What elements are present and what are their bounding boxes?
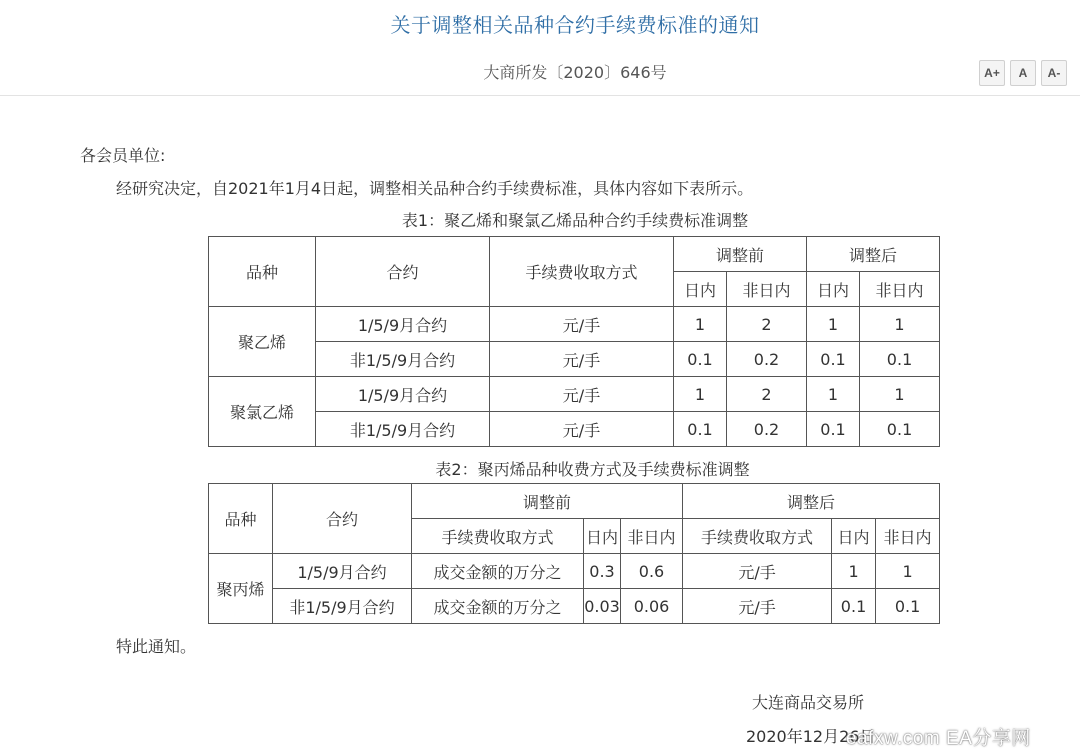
contract-cell: 1/5/9月合约 (316, 377, 490, 412)
table-row (209, 377, 940, 412)
variety-cell: 聚乙烯 (209, 307, 316, 377)
header-before: 调整前 (674, 237, 807, 272)
value-cell: 0.03 (584, 589, 621, 624)
page-title: 关于调整相关品种合约手续费标准的通知 (390, 13, 760, 37)
header-before-intraday: 日内 (674, 272, 727, 307)
table1-caption: 表1：聚乙烯和聚氯乙烯品种合约手续费标准调整 (401, 211, 749, 230)
value-cell: 0.1 (876, 589, 940, 624)
header-after-fee-method: 手续费收取方式 (683, 519, 832, 554)
header-after-intraday: 日内 (807, 272, 860, 307)
contract-cell: 非1/5/9月合约 (316, 412, 490, 447)
value-cell: 1 (860, 307, 940, 342)
header-after-non-intraday: 非日内 (876, 519, 940, 554)
watermark: eafxw.com EA分享网 (846, 728, 1031, 749)
font-reset-button[interactable]: A (1010, 60, 1036, 86)
contract-cell: 1/5/9月合约 (273, 554, 412, 589)
value-cell: 1 (832, 554, 876, 589)
value-cell: 1 (674, 377, 727, 412)
value-cell: 1 (807, 307, 860, 342)
contract-cell: 非1/5/9月合约 (316, 342, 490, 377)
salutation: 各会员单位: (80, 146, 166, 165)
value-cell: 0.2 (727, 342, 807, 377)
issuing-organization: 大连商品交易所 (752, 693, 865, 712)
intro-paragraph: 经研究决定，自2021年1月4日起，调整相关品种合约手续费标准，具体内容如下表所示。 (116, 179, 754, 198)
font-increase-button[interactable]: A+ (979, 60, 1005, 86)
value-cell: 0.3 (584, 554, 621, 589)
value-cell: 0.1 (860, 412, 940, 447)
method-cell: 成交金额的万分之 (412, 589, 584, 624)
header-before-non-intraday: 非日内 (727, 272, 807, 307)
document-number: 大商所发〔2020〕646号 (483, 63, 667, 82)
value-cell: 0.1 (807, 342, 860, 377)
table-row (209, 342, 940, 377)
value-cell: 0.1 (860, 342, 940, 377)
font-decrease-button[interactable]: A- (1041, 60, 1067, 86)
header-after: 调整后 (807, 237, 940, 272)
value-cell: 1 (876, 554, 940, 589)
header-before-non-intraday: 非日内 (621, 519, 683, 554)
header-before-fee-method: 手续费收取方式 (412, 519, 584, 554)
method-cell: 元/手 (490, 342, 674, 377)
header-variety: 品种 (209, 237, 316, 307)
value-cell: 0.6 (621, 554, 683, 589)
value-cell: 0.06 (621, 589, 683, 624)
method-cell: 元/手 (683, 554, 832, 589)
method-cell: 元/手 (490, 412, 674, 447)
value-cell: 2 (727, 307, 807, 342)
method-cell: 成交金额的万分之 (412, 554, 584, 589)
value-cell: 0.1 (674, 412, 727, 447)
table-row (209, 307, 940, 342)
header-contract: 合约 (316, 237, 490, 307)
value-cell: 0.2 (727, 412, 807, 447)
table-row (209, 412, 940, 447)
method-cell: 元/手 (490, 307, 674, 342)
value-cell: 2 (727, 377, 807, 412)
value-cell: 0.1 (674, 342, 727, 377)
table-row (209, 554, 940, 589)
closing-text: 特此通知。 (116, 637, 197, 656)
issue-date: 2020年12月26日 (746, 727, 876, 746)
header-before: 调整前 (412, 484, 683, 519)
fee-table-1 (208, 236, 940, 447)
method-cell: 元/手 (490, 377, 674, 412)
header-after: 调整后 (683, 484, 940, 519)
contract-cell: 1/5/9月合约 (316, 307, 490, 342)
fee-table-2 (208, 483, 940, 624)
table-row (209, 589, 940, 624)
header-variety: 品种 (209, 484, 273, 554)
variety-cell: 聚氯乙烯 (209, 377, 316, 447)
value-cell: 1 (807, 377, 860, 412)
value-cell: 1 (674, 307, 727, 342)
value-cell: 0.1 (807, 412, 860, 447)
variety-cell: 聚丙烯 (209, 554, 273, 624)
header-fee-method: 手续费收取方式 (490, 237, 674, 307)
header-after-intraday: 日内 (832, 519, 876, 554)
font-size-toolbar (979, 60, 1067, 86)
header-contract: 合约 (273, 484, 412, 554)
header-before-intraday: 日内 (584, 519, 621, 554)
header-after-non-intraday: 非日内 (860, 272, 940, 307)
table2-caption: 表2：聚丙烯品种收费方式及手续费标准调整 (435, 460, 750, 479)
value-cell: 0.1 (832, 589, 876, 624)
contract-cell: 非1/5/9月合约 (273, 589, 412, 624)
header-divider (0, 95, 1080, 96)
value-cell: 1 (860, 377, 940, 412)
method-cell: 元/手 (683, 589, 832, 624)
